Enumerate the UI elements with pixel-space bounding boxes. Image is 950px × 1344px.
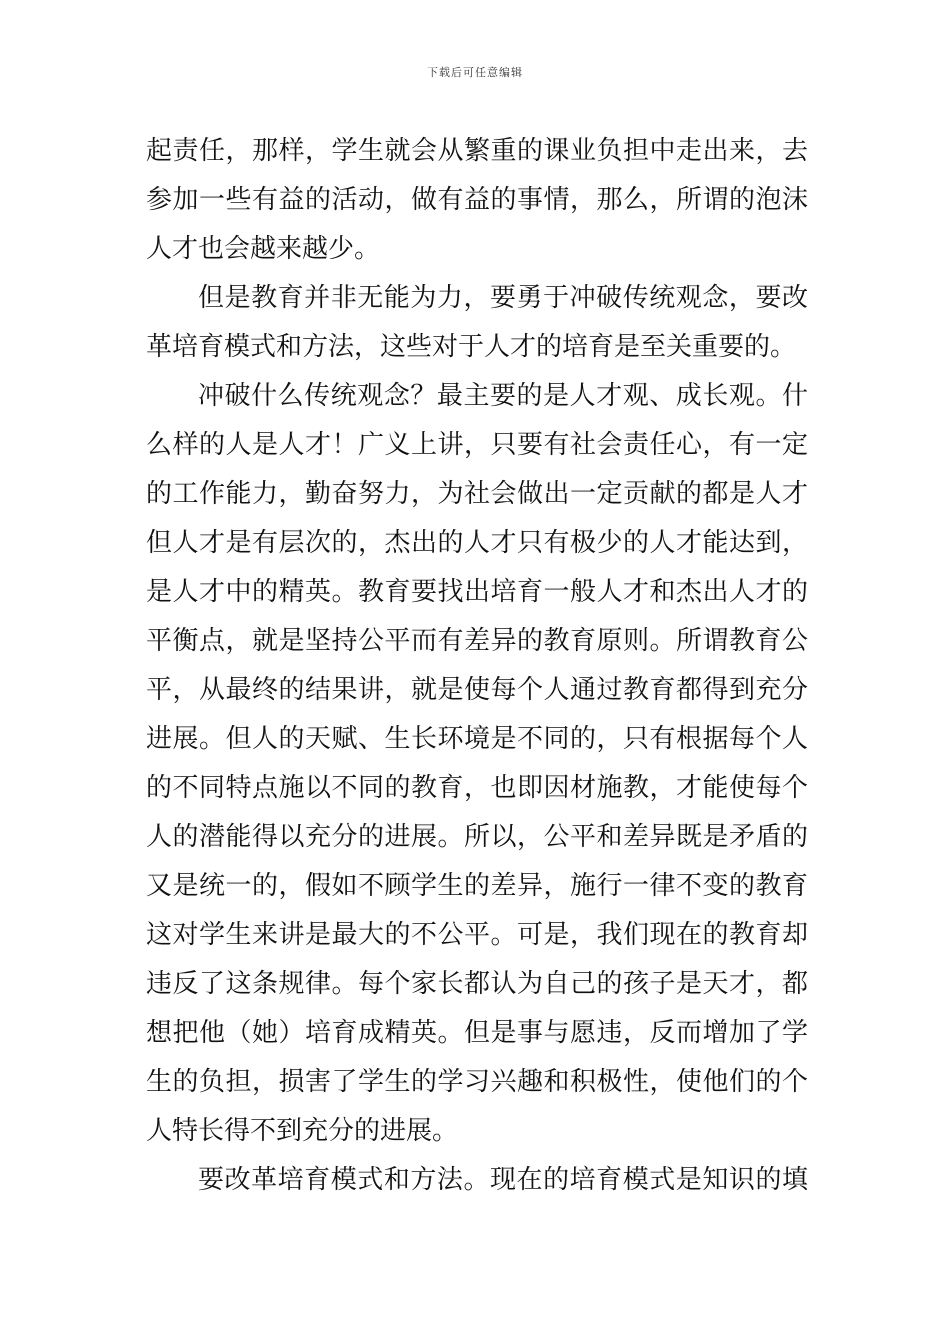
text-line: 生的负担，损害了学生的学习兴趣和积极性，使他们的个 [146,1067,808,1097]
text-line: 起责任，那样，学生就会从繁重的课业负担中走出来，去 [146,136,808,166]
text-line: 要改革培育模式和方法。现在的培育模式是知识的填 [198,1165,808,1195]
text-line: 进展。但人的天赋、生长环境是不同的，只有根据每个人 [146,724,808,754]
text-line: 但是教育并非无能为力，要勇于冲破传统观念，要改 [198,283,808,313]
text-line: 但人才是有层次的，杰出的人才只有极少的人才能达到， [146,528,808,558]
text-line: 冲破什么传统观念？最主要的是人才观、成长观。什 [198,381,808,411]
text-line: 人的潜能得以充分的进展。所以，公平和差异既是矛盾的 [146,822,808,852]
text-line: 革培育模式和方法，这些对于人才的培育是至关重要的。 [146,332,797,362]
text-line: 是人才中的精英。教育要找出培育一般人才和杰出人才的 [146,577,808,607]
text-line: 违反了这条规律。每个家长都认为自己的孩子是天才，都 [146,969,808,999]
text-line: 想把他（她）培育成精英。但是事与愿违，反而增加了学 [146,1018,808,1048]
text-line: 这对学生来讲是最大的不公平。可是，我们现在的教育却 [146,920,808,950]
text-line: 平衡点，就是坚持公平而有差异的教育原则。所谓教育公 [146,626,808,656]
text-line: 参加一些有益的活动，做有益的事情，那么，所谓的泡沫 [146,185,808,215]
document-body [146,127,808,1205]
text-line: 平，从最终的结果讲，就是使每个人通过教育都得到充分 [146,675,808,705]
text-line: 人才也会越来越少。 [146,234,381,264]
text-line: 的不同特点施以不同的教育，也即因材施教，才能使每个 [146,773,808,803]
text-line: 人特长得不到充分的进展。 [146,1116,459,1146]
text-line: 的工作能力，勤奋努力，为社会做出一定贡献的都是人才 [146,479,808,509]
text-line: 么样的人是人才！广义上讲，只要有社会责任心，有一定 [146,430,808,460]
text-line: 又是统一的，假如不顾学生的差异，施行一律不变的教育 [146,871,808,901]
page-header-note: 下载后可任意编辑 [427,66,523,79]
